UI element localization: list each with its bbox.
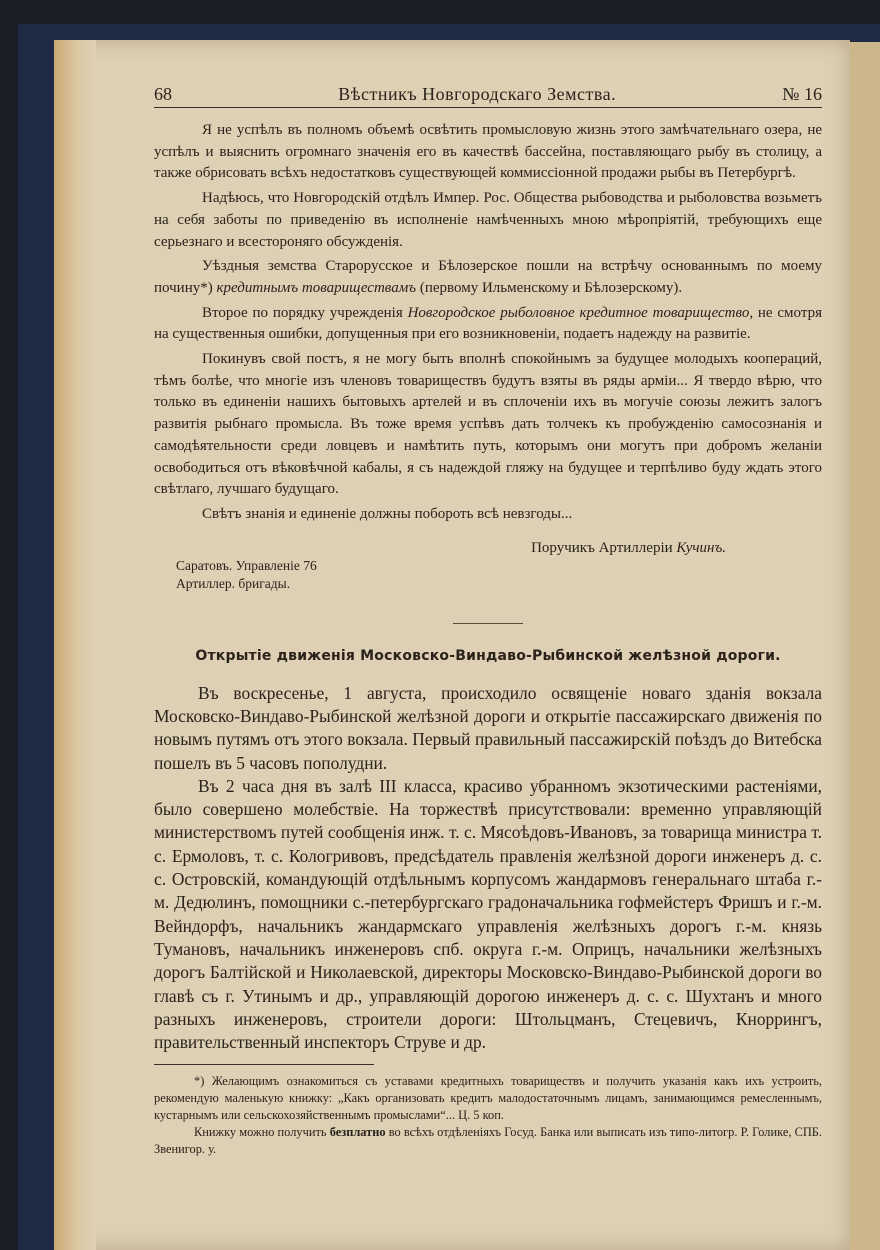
article-title: Открытіе движенія Московско-Виндаво-Рыбинской желѣзной дороги.: [195, 647, 781, 664]
place-line-1: Саратовъ. Управленіе 76: [176, 557, 317, 573]
section-divider: [453, 623, 523, 630]
next-page-edge: [848, 42, 880, 1250]
page-content: [154, 84, 822, 1158]
journal-title: Вѣстникъ Новгородскаго Земства.: [338, 84, 617, 104]
letter-paragraph-3: [154, 256, 822, 299]
footnote-1: *) Желающимъ ознакомиться съ уставами кредитныхъ товариществъ и получить указанія какъ ихъ устроить, рекомендую маленькую книжку: „Какъ организовать кредитъ малодостаточнымъ лицамъ, занимающимся ремесленнымъ, кустарнымъ или сельскохозяйственнымъ промыслами“... Ц. 5 коп.: [154, 1074, 822, 1123]
article-paragraph-2: Въ 2 часа дня въ залѣ III класса, красиво убранномъ экзотическими растеніями, было совершено молебствіе. На торжествѣ присутствовали: временно управляющій министерствомъ путей сообщенія инж. т. с. Мясоѣдовъ-Ивановъ, за товарища министра т. с. Ермоловъ, т. с. Кологривовъ, предсѣдатель правленія желѣзной дороги инженеръ д. с. с. Островскій, командующій отдѣльнымъ корпусомъ жандармовъ генеральнаго штаба г.-м. Дедюлинъ, помощники с.-петербургскаго градоначальника гофмейстеръ Фришъ и г.-м. Вейндорфъ, начальникъ жандармскаго управленія желѣзныхъ дорогъ г.-м. князь Тумановъ, начальникъ инженеровъ спб. округа г.-м. Оприцъ, начальники желѣзныхъ дорогъ Балтійской и Николаевской, директоры Московско-Виндаво-Рыбинской дороги во главѣ съ г. Утинымъ и др., управляющій дорогою инженеръ д. с. с. Шухтанъ и много разныхъ инженеровъ, строители дороги: Штольцманъ, Стецевичъ, Кноррингъ, правительственный инспекторъ Струве и др.: [154, 775, 822, 1053]
article-paragraph-1: Въ воскресенье, 1 августа, происходило освященіе новаго зданія вокзала Московско-Виндаво-Рыбинской желѣзной дороги и открытіе пассажирскаго движенія по новымъ путямъ отъ этого вокзала. Первый правильный пассажирскій поѣздъ до Витебска пошелъ въ 5 часовъ пополудни.: [154, 682, 822, 773]
italic-phrase: кредитнымъ товариществамъ: [216, 279, 417, 296]
text-span: Книжку можно получить: [194, 1125, 330, 1140]
letter-paragraph-5: Покинувъ свой постъ, я не могу быть вполнѣ спокойнымъ за будущее молодыхъ коопераций, тѣмъ болѣе, что многіе изъ членовъ товариществъ будутъ взяты въ ряды арміи... Я твердо вѣрю, что только въ единеніи нашихъ бытовыхъ артелей и въ сплоченіи ихъ въ могучіе союзы лежитъ залогъ развитія рыбнаго промысла. Въ тоже время успѣвъ дать толчекъ къ пробужденію самосознанія и самодѣятельности среди ловцевъ и намѣтить путь, которымъ они могутъ при добромъ желаніи освободиться отъ вѣковѣчной кабалы, я съ надеждой гляжу на будущее и терпѣливо буду ждать этого свѣтлаго, лучшаго будущаго.: [154, 351, 822, 498]
signature-rank: Поручикъ Артиллеріи: [531, 539, 677, 556]
italic-phrase: Новгородское рыболовное кредитное товарищество,: [407, 304, 754, 321]
letter-paragraph-4: [154, 303, 822, 346]
text-span: Уѣздныя земства Старорусское и Бѣлозерское пошли на встрѣчу основаннымъ по моему почину*): [154, 258, 822, 296]
letter-paragraph-1: Я не успѣлъ въ полномъ объемѣ освѣтить промысловую жизнь этого замѣчательнаго озера, не успѣлъ и выяснить огромнаго значенія его въ качествѣ бассейна, поставляющаго рыбу въ столицу, а также обрисовать всѣхъ недостатковъ существующей коммиссіонной продажи рыбы въ Петербургѣ.: [154, 122, 822, 182]
bold-word: безплатно: [329, 1125, 386, 1140]
letter-paragraph-2: Надѣюсь, что Новгородскій отдѣлъ Импер. Рос. Общества рыбоводства и рыболовства возьметъ на себя заботы по приведенію въ исполненіе намѣченныхъ мною мѣропріятій, требующихъ еще серьезнаго и всестороняго обсужденія.: [154, 190, 822, 250]
running-header: [154, 84, 822, 108]
text-span: (первому Ильменскому и Бѣлозерскому).: [416, 279, 683, 296]
page-number: 68: [154, 84, 172, 104]
place-line-2: Артиллер. бригады.: [176, 575, 291, 591]
signature: [154, 540, 726, 557]
text-span: Второе по порядку учрежденія: [202, 304, 408, 321]
page-gutter: [54, 40, 96, 1250]
issue-number: № 16: [782, 84, 822, 104]
signature-name: Кучинъ.: [676, 539, 726, 556]
footnote-2: [154, 1124, 822, 1158]
text-span: не смотря на существенныя ошибки, допущенныя при его возникновеніи, подаетъ надежду на развитіе.: [154, 304, 822, 343]
footnote-rule: [154, 1064, 374, 1065]
letter-paragraph-6: Свѣтъ знанія и единеніе должны побороть всѣ невзгоды...: [202, 505, 573, 522]
text-span: во всѣхъ отдѣленіяхъ Госуд. Банка или выписать изъ типо-литогр. Р. Голике, СПБ. Звенигор. у.: [154, 1125, 822, 1157]
